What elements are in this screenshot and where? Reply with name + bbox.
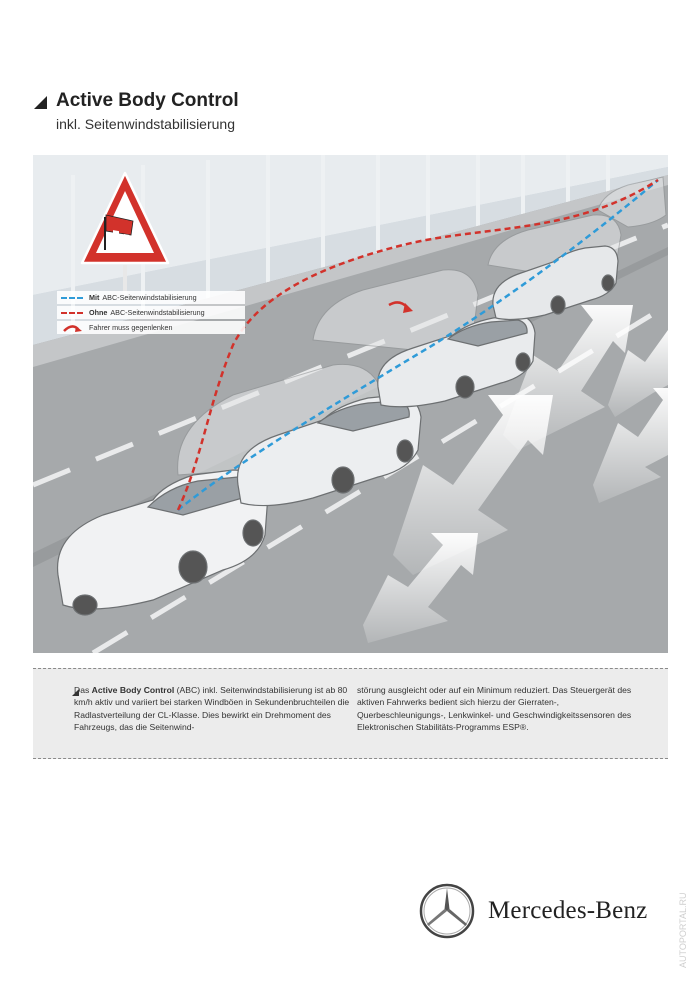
car-wheel [73, 595, 97, 615]
car-wheel [602, 275, 614, 291]
watermark-text: AUTOPORTAL.RU [678, 892, 688, 968]
col1-post: (ABC) inkl. Seitenwindstabilisierung ist ab 80 km/h aktiv und variiert bei starken Windböen in Sekundenbruchteilen die Radlastverteilung der CL-Klasse. Dies bewirkt ein Drehmoment des Fahrzeugs, das die Seitenwind- [74, 685, 350, 733]
legend-mit-text: ABC-Seitenwindstabilisierung [102, 293, 197, 302]
col1-bold: Active Body Control [91, 685, 175, 695]
page-title: Active Body Control [56, 90, 239, 111]
watermark [676, 880, 690, 970]
title-row [34, 90, 239, 112]
car-wheel [456, 376, 474, 398]
car-wheel [179, 551, 207, 583]
legend-steer-text: Fahrer muss gegenlenken [89, 323, 173, 332]
legend-item-steer [57, 321, 245, 334]
illustration [33, 155, 668, 653]
legend-item-ohne [57, 306, 245, 319]
illustration-canvas [33, 155, 668, 653]
title-triangle-icon [34, 96, 47, 109]
description-col1 [74, 684, 354, 734]
legend-mit-bold: Mit [89, 293, 100, 302]
car-wheel [551, 296, 565, 314]
description-col2: störung ausgleicht oder auf ein Minimum reduziert. Das Steuergerät des aktiven Fahrwerks bedient sich hierzu der Gierraten-, Querbeschleunigungs-, Lenkwinkel- und Geschwindigkeitssensoren des Elektronischen Stabilitäts-Programms ESP®. [357, 685, 632, 733]
legend-ohne-text: ABC-Seitenwindstabilisierung [110, 308, 205, 317]
mercedes-star-logo [418, 882, 476, 940]
description-box [33, 668, 668, 759]
car-wheel [243, 520, 263, 546]
ohne-swatch [61, 312, 83, 314]
mit-swatch [61, 297, 83, 299]
legend [57, 291, 245, 336]
brand-name: Mercedes-Benz [488, 897, 648, 924]
car-wheel [397, 440, 413, 462]
steer-arrow-icon [61, 323, 83, 333]
legend-item-mit [57, 291, 245, 304]
col1-pre: Das [74, 685, 92, 695]
legend-ohne-bold: Ohne [89, 308, 108, 317]
brand-logo [418, 882, 647, 940]
car-wheel [332, 467, 354, 493]
page-subtitle: inkl. Seitenwindstabilisierung [56, 116, 235, 132]
car-wheel [516, 353, 530, 371]
